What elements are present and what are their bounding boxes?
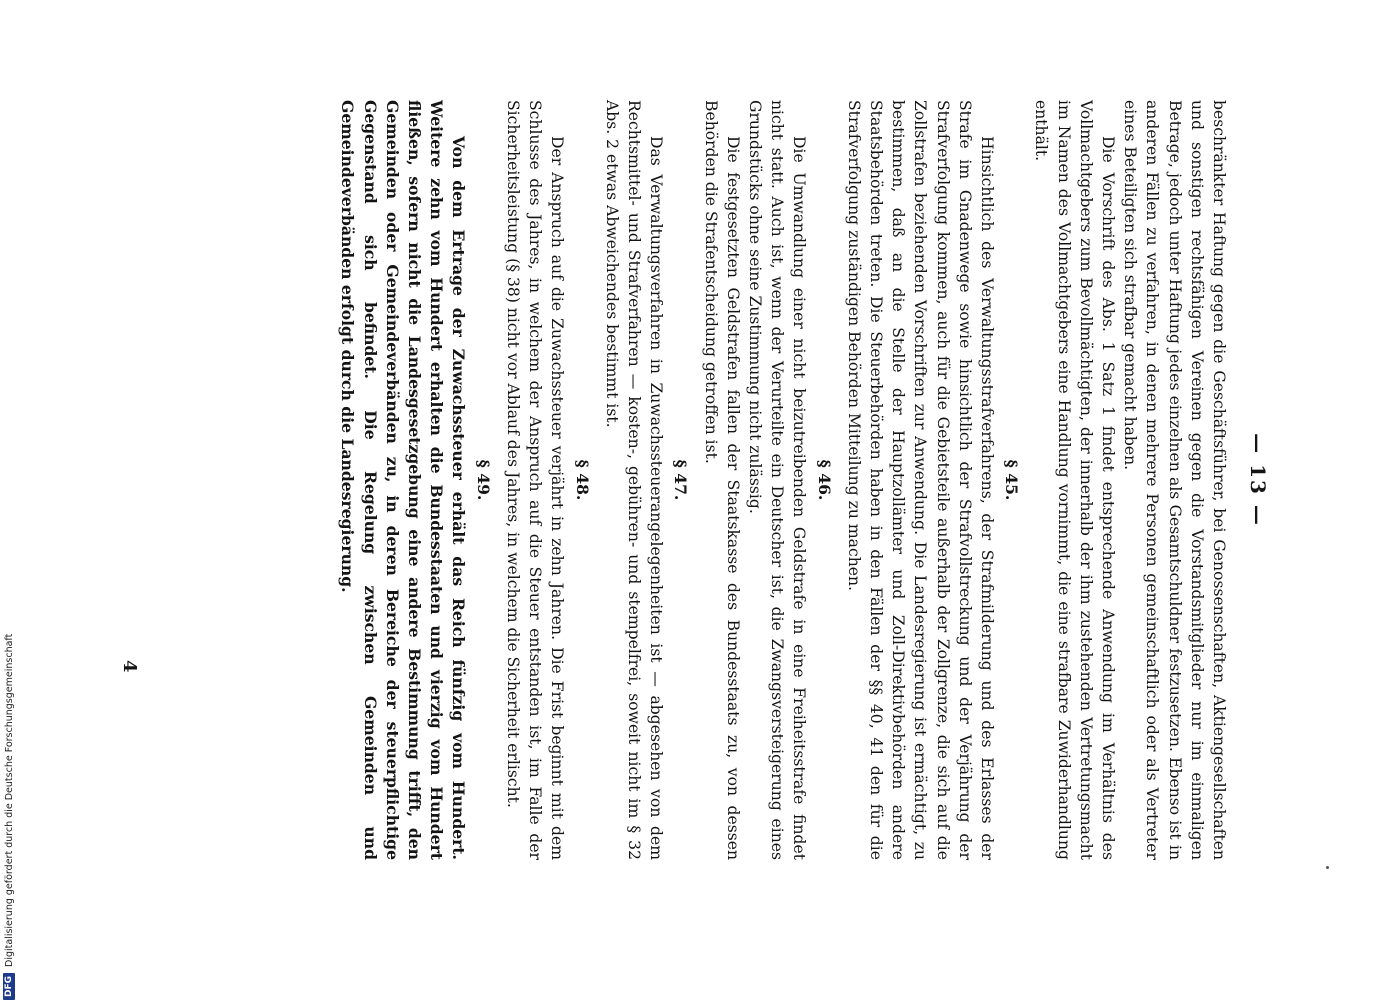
section-heading-47: § 47. bbox=[671, 459, 691, 501]
paragraph: Hinsichtlich des Verwaltungsstrafverfahrens, der Strafmilderung und des Erlasses der Strafe im Gnadenwege sowie hinsichtlich der Strafvollstreckung und der Verjährung der Strafverfolgung kommen, auch für die Gebietsteile außerhalb der Zollgrenze, die sich auf die Zollstrafen beziehenden Vorschriften zur Anwendung. Die Landesregierung ist ermächtigt, zu bestimmen, daß an die Stelle der Hauptzollämter und Zoll-Direktivbehörden andere Staatsbehörden treten. Die Steuerbehörden haben in den Fällen der §§ 40, 41 den für die Strafverfolgung zuständigen Behörden Mitteilung zu machen. bbox=[844, 100, 996, 860]
signature-mark: 4 bbox=[119, 660, 140, 673]
scan-speck bbox=[1326, 866, 1329, 869]
rotated-document-page bbox=[110, 100, 1270, 860]
paragraph: beschränkter Haftung gegen die Geschäftsführer, bei Genossenschaften, Aktiengesellschaften und sonstigen rechtsfähigen Vereinen gegen die Vorstandsmitglieder nur im einmaligen Betrage, jedoch unter Haftung jedes einzelnen als Gesamtschuldner festzusetzen. Ebenso ist in anderen Fällen zu verfahren, in denen mehrere Personen gemeinschaftlich oder als Vertreter eines Beteiligten sich strafbar gemacht haben. bbox=[1121, 100, 1228, 860]
body-text bbox=[336, 100, 1230, 860]
paragraph: Der Anspruch auf die Zuwachssteuer verjährt in zehn Jahren. Die Frist beginnt mit dem Schlusse des Jahres, in welchem der Anspruch auf die Steuer entstanden ist, im Falle der Sicherheitsleistung (§ 38) nicht vor Ablauf des Jahres, in welchem die Sicherheit erlischt. bbox=[503, 100, 567, 860]
dfg-logo: DFG bbox=[3, 973, 15, 1000]
paragraph: Das Verwaltungsverfahren in Zuwachssteuerangelegenheiten ist — abgesehen von dem Rechtsmittel- und Strafverfahren — kosten-, gebühren- und stempelfrei, soweit nicht im § 32 Abs. 2 etwas Abweichendes bestimmt ist. bbox=[602, 100, 666, 860]
section-heading-45: § 45. bbox=[1002, 459, 1022, 501]
paragraph: Die Umwandlung einer nicht beizutreibenden Geldstrafe in eine Freiheitsstrafe findet nicht statt. Auch ist, wenn der Verurteilte ein Deutscher ist, die Zwangsversteigerung eines Grundstücks ohne seine Zustimmung nicht zulässig. bbox=[745, 100, 809, 860]
section-heading-46: § 46. bbox=[814, 459, 834, 501]
section-heading-49: § 49. bbox=[473, 459, 493, 501]
digitization-footer bbox=[0, 0, 18, 1000]
paragraph: Die Vorschrift des Abs. 1 Satz 1 findet entsprechende Anwendung im Verhältnis des Vollmachtgebers zum Bevollmächtigten, der innerhalb der ihm zustehenden Vertretungsmacht im Namen des Vollmachtgebers eine Handlung vornimmt, die eine strafbare Zuwiderhandlung enthält. bbox=[1032, 100, 1117, 860]
footer-text: Digitalisierung gefördert durch die Deutsche Forschungsgemeinschaft bbox=[3, 633, 15, 967]
page-number: — 13 — bbox=[1246, 433, 1270, 527]
section-heading-48: § 48. bbox=[572, 459, 592, 501]
paragraph: Von dem Ertrage der Zuwachssteuer erhält das Reich fünfzig vom Hundert. Weitere zehn vom Hundert erhalten die Bundesstaaten und vierzig vom Hundert fließen, sofern nicht die Landesgesetzgebung eine andere Bestimmung trifft, den Gemeinden oder Gemeindeverbänden zu, in deren Bereiche der steuerpflichtige Gegenstand sich befindet. Die Regelung zwischen Gemeinden und Gemeindeverbänden erfolgt durch die Landesregierung. bbox=[338, 100, 469, 860]
paragraph: Die festgesetzten Geldstrafen fallen der Staatskasse des Bundesstaats zu, von dessen Behörden die Strafentscheidung getroffen ist. bbox=[701, 100, 742, 860]
